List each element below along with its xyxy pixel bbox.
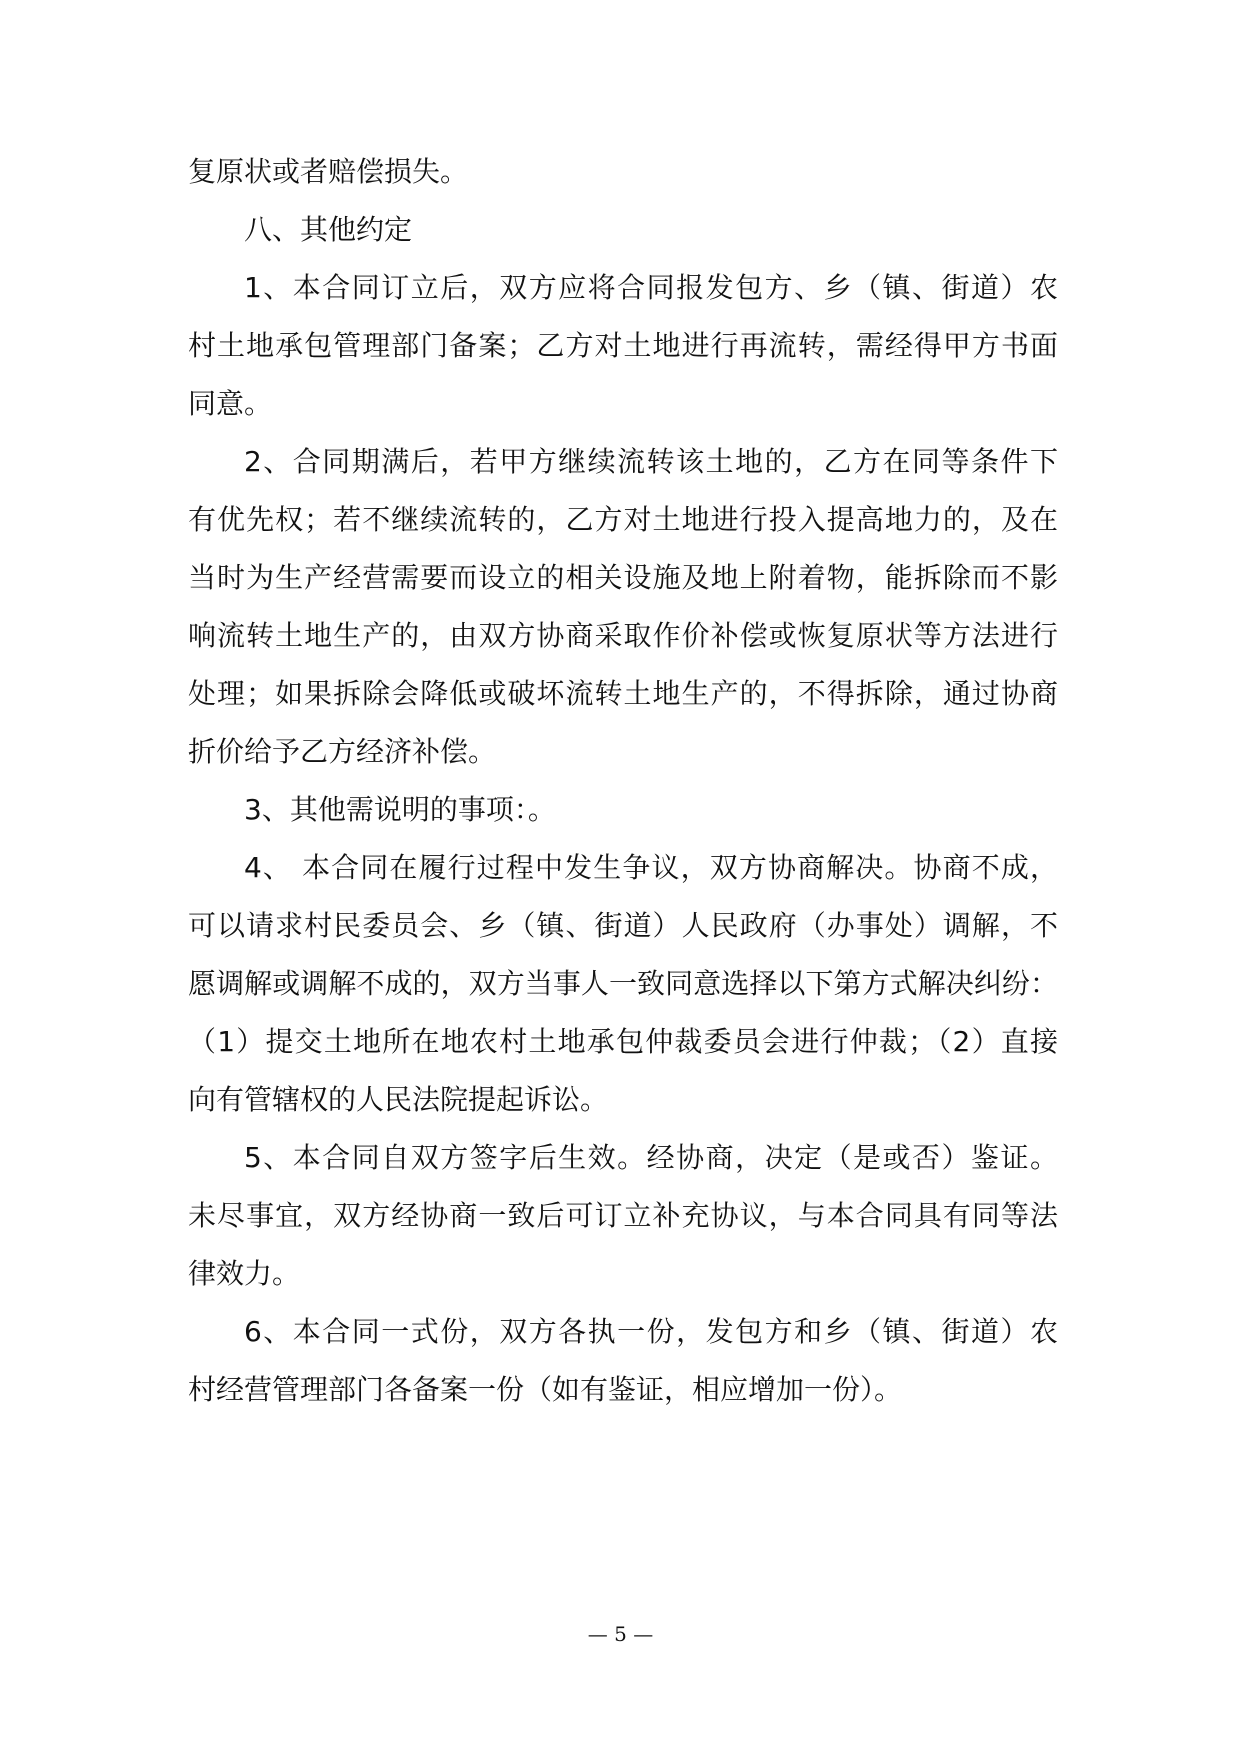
text-line: 村经营管理部门各备案一份（如有鉴证，相应增加一份）。 bbox=[188, 1373, 903, 1406]
text-line: 2、合同期满后，若甲方继续流转该土地的，乙方在同等条件下 bbox=[244, 445, 1058, 478]
text-line: 当时为生产经营需要而设立的相关设施及地上附着物，能拆除而不影 bbox=[188, 561, 1058, 594]
text-line: 响流转土地生产的，由双方协商采取作价补偿或恢复原状等方法进行 bbox=[188, 619, 1058, 652]
page-number: — 5 — bbox=[587, 1622, 654, 1646]
text-line: 向有管辖权的人民法院提起诉讼。 bbox=[188, 1083, 609, 1116]
text-line: 5、本合同自双方签字后生效。经协商，决定（是或否）鉴证。 bbox=[244, 1141, 1058, 1174]
text-line: 愿调解或调解不成的，双方当事人一致同意选择以下第方式解决纠纷： bbox=[188, 967, 1058, 1000]
section-heading: 八、其他约定 bbox=[244, 213, 413, 246]
text-line: （1）提交土地所在地农村土地承包仲裁委员会进行仲裁；（2）直接 bbox=[188, 1025, 1058, 1058]
text-line: 3、其他需说明的事项：。 bbox=[244, 793, 556, 826]
text-line: 复原状或者赔偿损失。 bbox=[188, 155, 469, 188]
text-line: 处理；如果拆除会降低或破坏流转土地生产的，不得拆除，通过协商 bbox=[188, 677, 1058, 710]
text-line: 有优先权；若不继续流转的，乙方对土地进行投入提高地力的，及在 bbox=[188, 503, 1058, 536]
text-line: 可以请求村民委员会、乡（镇、街道）人民政府（办事处）调解，不 bbox=[188, 909, 1058, 942]
text-line: 村土地承包管理部门备案；乙方对土地进行再流转，需经得甲方书面 bbox=[188, 329, 1058, 362]
text-line: 折价给予乙方经济补偿。 bbox=[188, 735, 497, 768]
text-line: 1、本合同订立后，双方应将合同报发包方、乡（镇、街道）农 bbox=[244, 271, 1058, 304]
text-line: 同意。 bbox=[188, 387, 273, 420]
text-line: 6、本合同一式份，双方各执一份，发包方和乡（镇、街道）农 bbox=[244, 1315, 1058, 1348]
text-line: 律效力。 bbox=[188, 1257, 301, 1290]
text-line: 4、 本合同在履行过程中发生争议，双方协商解决。协商不成， bbox=[244, 851, 1058, 884]
text-line: 未尽事宜，双方经协商一致后可订立补充协议，与本合同具有同等法 bbox=[188, 1199, 1058, 1232]
